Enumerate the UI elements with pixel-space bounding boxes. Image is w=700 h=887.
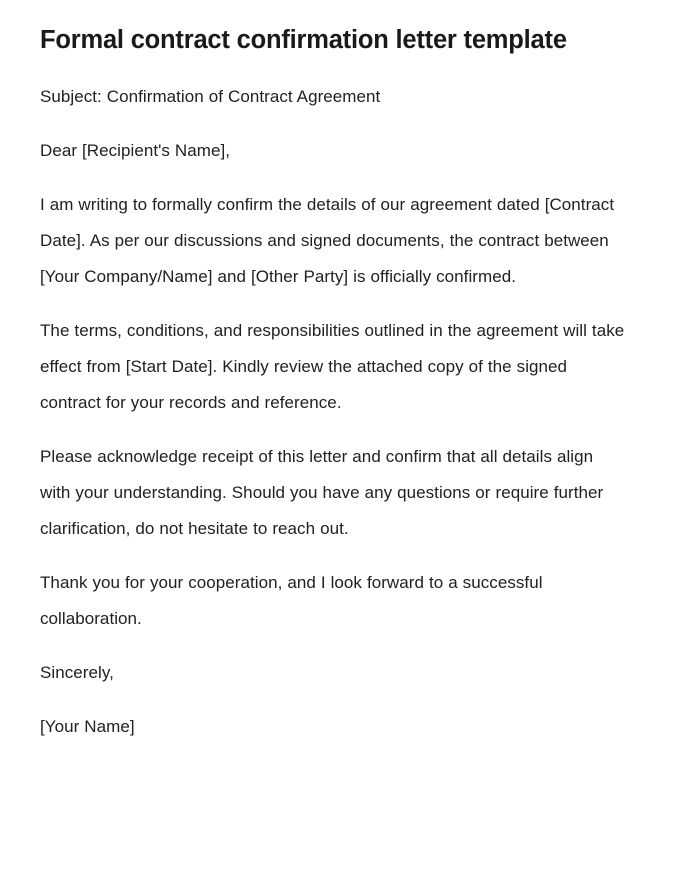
paragraph-1: I am writing to formally confirm the details of our agreement dated [Contract Date]. As per our discussions and signed documents, the contract between [Your Company/Name] and [Other Party] is officially confirmed. xyxy=(40,194,615,286)
page-title: Formal contract confirmation letter template xyxy=(40,26,567,54)
paragraph-2: The terms, conditions, and responsibilities outlined in the agreement will take effect from [Start Date]. Kindly review the attached copy of the signed contract for your records and reference. xyxy=(40,320,625,412)
closing: Sincerely, xyxy=(40,662,114,682)
signature-placeholder: [Your Name] xyxy=(40,716,135,736)
paragraph-4: Thank you for your cooperation, and I look forward to a successful collaboration. xyxy=(40,572,543,628)
letter-body xyxy=(40,79,625,745)
subject-line: Subject: Confirmation of Contract Agreement xyxy=(40,86,381,106)
paragraph-3: Please acknowledge receipt of this letter and confirm that all details align with your understanding. Should you have any questions or require further clarification, do not hesitate to reach out. xyxy=(40,446,604,538)
salutation: Dear [Recipient's Name], xyxy=(40,140,231,160)
